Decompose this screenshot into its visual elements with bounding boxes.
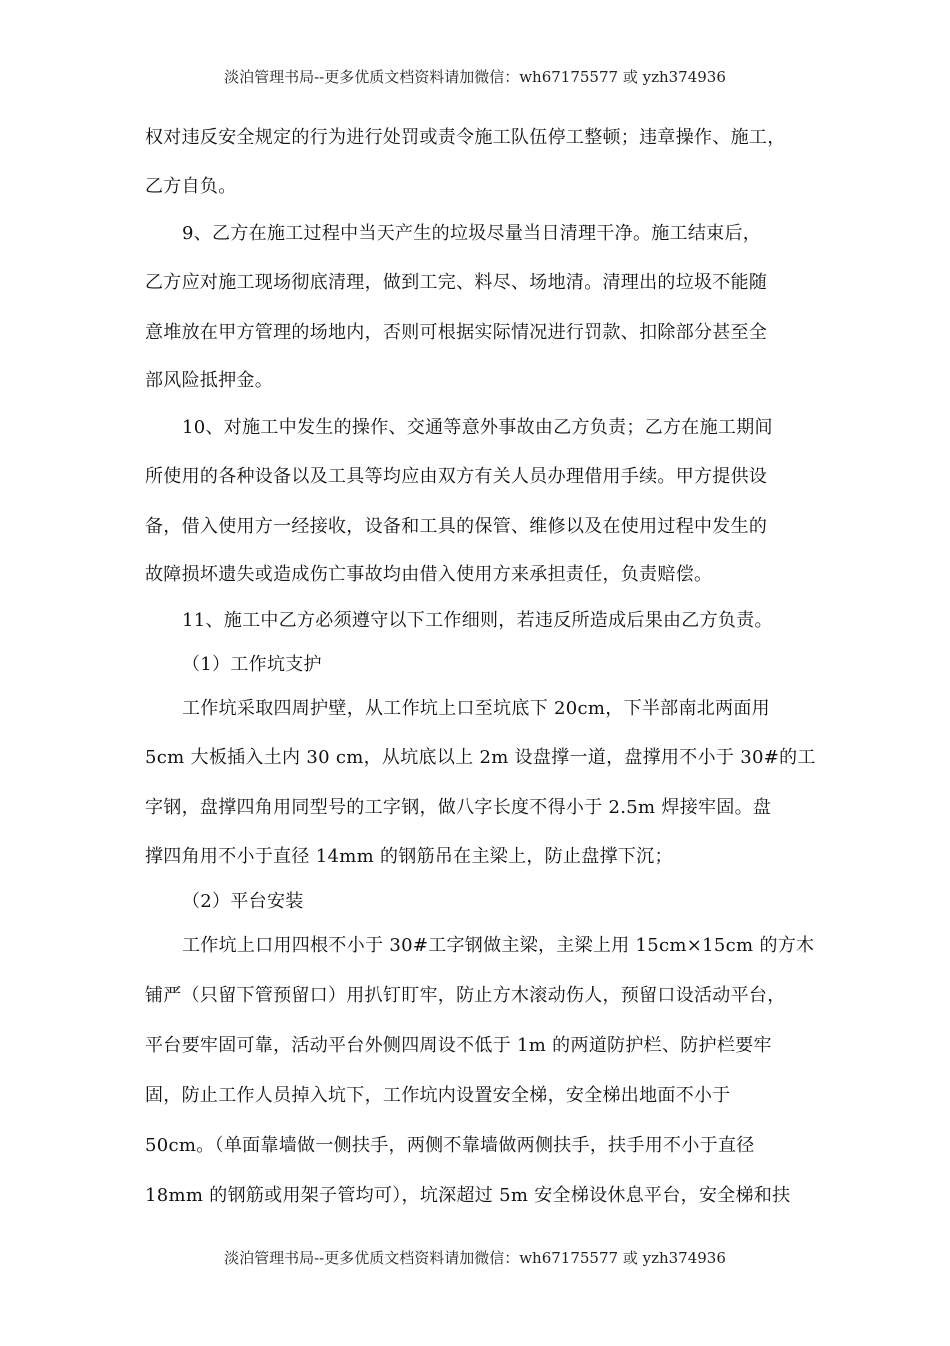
page-footer: 淡泊管理书局--更多优质文档资料请加微信：wh67175577 或 yzh374936 (224, 1249, 726, 1267)
paragraph-line: 字钢，盘撑四角用同型号的工字钢，做八字长度不得小于 2.5m 焊接牢固。盘 (145, 797, 772, 818)
paragraph-line: 部风险抵押金。 (145, 370, 274, 391)
paragraph-line: 乙方自负。 (145, 176, 237, 197)
section-heading: （2）平台安装 (182, 891, 304, 912)
paragraph-line: 固，防止工作人员掉入坑下，工作坑内设置安全梯，安全梯出地面不小于 (145, 1085, 731, 1106)
paragraph-line: 平台要牢固可靠，活动平台外侧四周设不低于 1m 的两道防护栏、防护栏要牢 (145, 1035, 772, 1056)
paragraph-line: 18mm 的钢筋或用架子管均可），坑深超过 5m 安全梯设休息平台，安全梯和扶 (145, 1185, 791, 1206)
paragraph-line: 11、施工中乙方必须遵守以下工作细则，若违反所造成后果由乙方负责。 (182, 610, 773, 631)
paragraph-line: 意堆放在甲方管理的场地内，否则可根据实际情况进行罚款、扣除部分甚至全 (145, 322, 768, 343)
paragraph-line: 权对违反安全规定的行为进行处罚或责令施工队伍停工整顿；违章操作、施工， (145, 127, 786, 148)
paragraph-line: 所使用的各种设备以及工具等均应由双方有关人员办理借用手续。甲方提供设 (145, 466, 768, 487)
paragraph-line: 5cm 大板插入土内 30 cm，从坑底以上 2m 设盘撑一道，盘撑用不小于 30#的工 (145, 747, 816, 768)
page-header: 淡泊管理书局--更多优质文档资料请加微信：wh67175577 或 yzh374936 (224, 68, 726, 86)
paragraph-line: 故障损坏遗失或造成伤亡事故均由借入使用方来承担责任，负责赔偿。 (145, 564, 713, 585)
paragraph-line: 铺严（只留下管预留口）用扒钉盯牢，防止方木滚动伤人，预留口设活动平台， (145, 985, 786, 1006)
paragraph-line: 9、乙方在施工过程中当天产生的垃圾尽量当日清理干净。施工结束后， (182, 223, 762, 244)
paragraph-line: 50cm。（单面靠墙做一侧扶手，两侧不靠墙做两侧扶手，扶手用不小于直径 (145, 1135, 755, 1156)
paragraph-line: 工作坑采取四周护壁，从工作坑上口至坑底下 20cm，下半部南北两面用 (182, 698, 770, 719)
paragraph-line: 10、对施工中发生的操作、交通等意外事故由乙方负责；乙方在施工期间 (182, 417, 773, 438)
section-heading: （1）工作坑支护 (182, 654, 322, 675)
paragraph-line: 备，借入使用方一经接收，设备和工具的保管、维修以及在使用过程中发生的 (145, 516, 768, 537)
paragraph-line: 乙方应对施工现场彻底清理，做到工完、料尽、场地清。清理出的垃圾不能随 (145, 272, 768, 293)
paragraph-line: 撑四角用不小于直径 14mm 的钢筋吊在主梁上，防止盘撑下沉； (145, 846, 673, 867)
paragraph-line: 工作坑上口用四根不小于 30#工字钢做主梁，主梁上用 15cm×15cm 的方木 (182, 935, 815, 956)
